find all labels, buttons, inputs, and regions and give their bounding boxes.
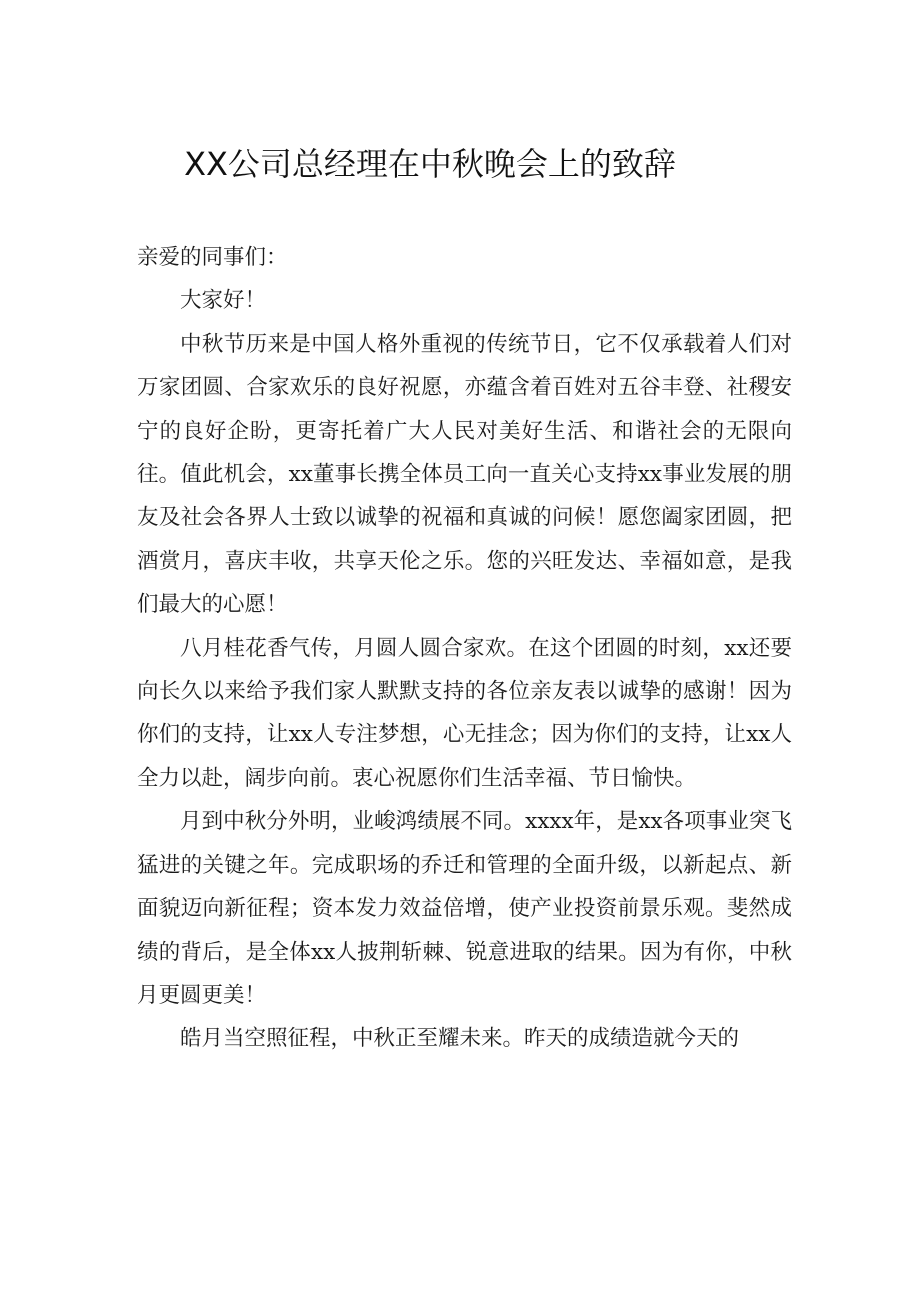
document-title: XX公司总经理在中秋晚会上的致辞 xyxy=(184,145,676,183)
greeting: 大家好！ xyxy=(180,288,267,314)
paragraph-1: 中秋节历来是中国人格外重视的传统节日，它不仅承载着人们对万家团圆、合家欢乐的良好祝愿，亦蕴含着百姓对五谷丰登、社稷安宁的良好企盼，更寄托着广大人民对美好生活、和谐社会的无限向往。值此机会，xx董事长携全体员工向一直关心支持xx事业发展的朋友及社会各界人士致以诚挚的祝福和真诚的问候！愿您阖家团圆，把酒赏月，喜庆丰收，共享天伦之乐。您的兴旺发达、幸福如意，是我们最大的心愿！ xyxy=(137,331,792,618)
document-body xyxy=(137,236,792,1061)
paragraph-3: 月到中秋分外明，业峻鸿绩展不同。xxxx年，是xx各项事业突飞猛进的关键之年。完成职场的乔迁和管理的全面升级，以新起点、新面貌迈向新征程；资本发力效益倍增，使产业投资前景乐观。斐然成绩的背后，是全体xx人披荆斩棘、锐意进取的结果。因为有你，中秋月更圆更美！ xyxy=(137,809,792,1008)
paragraph-4: 皓月当空照征程，中秋正至耀未来。昨天的成绩造就今天的 xyxy=(180,1026,740,1052)
paragraph-2: 八月桂花香气传，月圆人圆合家欢。在这个团圆的时刻，xx还要向长久以来给予我们家人默默支持的各位亲友表以诚挚的感谢！因为你们的支持，让xx人专注梦想，心无挂念；因为你们的支持，让xx人全力以赴，阔步向前。衷心祝愿你们生活幸福、节日愉快。 xyxy=(137,635,792,791)
salutation: 亲爱的同事们： xyxy=(137,245,288,270)
